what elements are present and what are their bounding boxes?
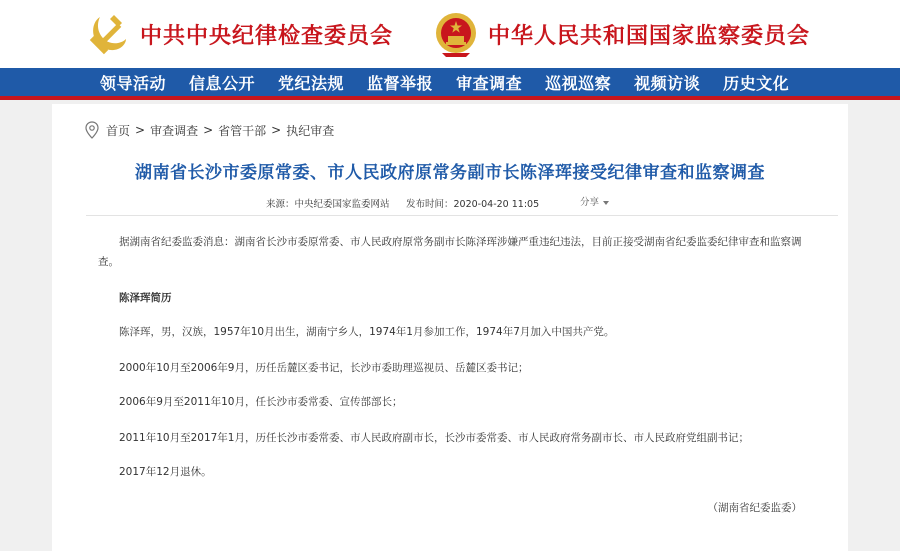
national-emblem-icon [434, 9, 478, 59]
article-paragraph: 2011年10月至2017年1月，历任长沙市委常委、市人民政府副市长，长沙市委常委、市人民政府常务副市长、市人民政府党组副书记； [119, 432, 749, 444]
article-signature: （湖南省纪委监委） [707, 502, 802, 514]
article-publish-time: 发布时间：2020-04-20 11:05 [406, 199, 540, 210]
share-button[interactable] [580, 194, 609, 208]
location-pin-icon [84, 121, 100, 139]
nav-item-report[interactable]: 监督举报 [367, 73, 434, 93]
share-label: 分享 [580, 197, 600, 208]
breadcrumb-investigation[interactable]: 审查调查 [150, 123, 199, 138]
breadcrumb-discipline-review[interactable]: 执纪审查 [286, 123, 335, 138]
site-header [0, 0, 900, 68]
nav-item-regulations[interactable]: 党纪法规 [278, 73, 345, 93]
party-emblem-icon [86, 9, 130, 59]
nsc-logo-text: 中华人民共和国国家监察委员会 [488, 22, 811, 49]
resume-heading: 陈泽珲简历 [119, 292, 172, 304]
breadcrumb-separator: > [135, 123, 146, 137]
article-paragraph: 2017年12月退休。 [119, 466, 212, 478]
breadcrumb-separator: > [203, 123, 214, 137]
nav-item-history[interactable]: 历史文化 [723, 73, 790, 93]
breadcrumb-home[interactable]: 首页 [106, 123, 131, 138]
ccdi-logo[interactable] [86, 0, 393, 68]
article-paragraph: 陈泽珲，男，汉族，1957年10月出生，湖南宁乡人，1974年1月参加工作，1974年7月加入中国共产党。 [119, 326, 615, 338]
breadcrumb [84, 120, 334, 140]
chevron-down-icon [603, 201, 609, 205]
breadcrumb-separator: > [271, 123, 282, 137]
article-title: 湖南省长沙市委原常委、市人民政府原常务副市长陈泽珲接受纪律审查和监察调查 [135, 163, 765, 183]
nav-item-inspection[interactable]: 巡视巡察 [545, 73, 612, 93]
main-nav [0, 68, 900, 100]
nav-item-investigation[interactable]: 审查调查 [456, 73, 523, 93]
article-paragraph: 据湖南省纪委监委消息：湖南省长沙市委原常委、市人民政府原常务副市长陈泽珲涉嫌严重违纪违法，目前正接受湖南省纪委监委纪律审查和监察调查。 [98, 236, 802, 268]
nav-item-leadership[interactable]: 领导活动 [100, 73, 167, 93]
article-source: 来源：中央纪委国家监委网站 [266, 199, 390, 210]
nsc-logo[interactable] [434, 0, 810, 68]
nav-item-video[interactable]: 视频访谈 [634, 73, 701, 93]
ccdi-logo-text: 中共中央纪律检查委员会 [140, 22, 394, 49]
article-meta [86, 194, 838, 216]
article-paragraph: 2000年10月至2006年9月，历任岳麓区委书记，长沙市委助理巡视员、岳麓区委书记； [119, 362, 529, 374]
article-container [52, 104, 848, 551]
breadcrumb-provincial-cadres[interactable]: 省管干部 [218, 123, 267, 138]
article-paragraph: 2006年9月至2011年10月，任长沙市委常委、宣传部部长； [119, 396, 403, 408]
nav-item-info-disclosure[interactable]: 信息公开 [189, 73, 256, 93]
